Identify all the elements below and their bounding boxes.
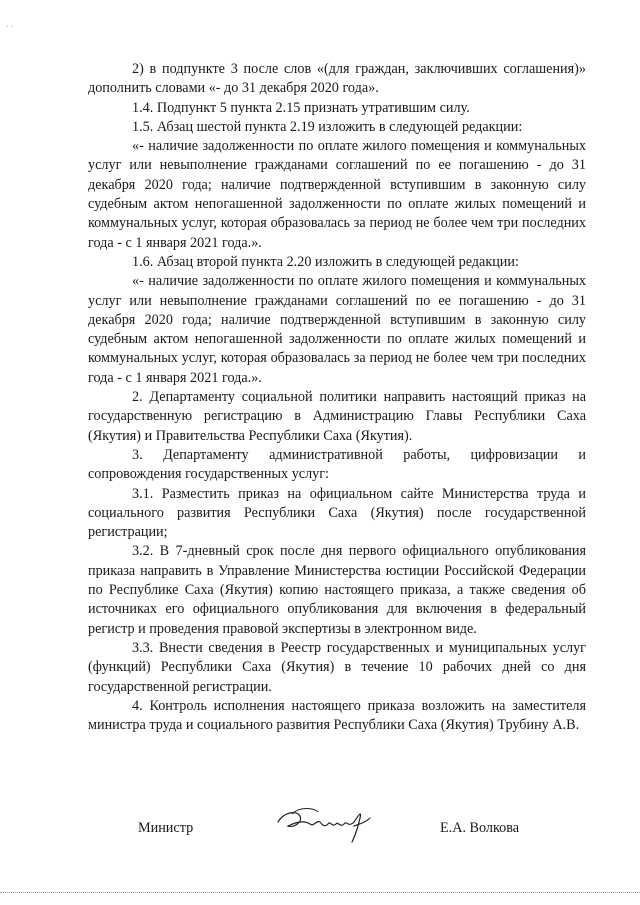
paragraph: 3.3. Внести сведения в Реестр государственных и муниципальных услуг (функций) Республики Саха (Якутия) в течение 10 рабочих дней со дня государственной регистрации.: [88, 639, 586, 695]
paragraph: 2. Департаменту социальной политики направить настоящий приказ на государственную регистрацию в Администрацию Главы Республики Саха (Якутия) и Правительства Республики Саха (Якутия).: [88, 389, 586, 444]
paragraph: 1.6. Абзац второй пункта 2.20 изложить в следующей редакции:: [132, 253, 519, 270]
paragraph: 1.4. Подпункт 5 пункта 2.15 признать утратившим силу.: [132, 99, 470, 116]
paragraph: 3. Департаменту административной работы, цифровизации и сопровождения государственных услуг:: [88, 446, 586, 483]
paragraph: «- наличие задолженности по оплате жилого помещения и коммунальных услуг или невыполнение гражданами соглашений по ее погашению - до 31 декабря 2020 года; наличие подтвержденной вступившим в законную силу судебным актом непогашенной задолженности по оплате жилых помещений и коммунальных услуг, которая образовалась за период не более чем три последних года - с 1 января 2021 года.».: [88, 273, 586, 386]
paragraph: «- наличие задолженности по оплате жилого помещения и коммунальных услуг или невыполнение гражданами соглашений по ее погашению - до 31 декабря 2020 года; наличие подтвержденной вступившим в законную силу судебным актом непогашенной задолженности по оплате жилых помещений и коммунальных услуг, которая образовалась за период не более чем три последних года - с 1 января 2021 года.».: [88, 138, 586, 251]
signature-block: [0, 812, 640, 852]
paragraph: 3.2. В 7-дневный срок после дня первого официального опубликования приказа направить в Управление Министерства юстиции Российской Федерации по Республике Саха (Якутия) копию настоящего приказа, а также сведения об источниках его официального опубликования для включения в федеральный регистр и проведения правовой экспертизы в электронном виде.: [88, 543, 586, 637]
handwritten-signature: [270, 802, 380, 848]
paragraph: 2) в подпункте 3 после слов «(для граждан, заключивших соглашения)» дополнить словами «- до 31 декабря 2020 года».: [88, 61, 586, 97]
paragraph: 4. Контроль исполнения настоящего приказа возложить на заместителя министра труда и социального развития Республики Саха (Якутия) Трубину А.В.: [88, 697, 586, 734]
paragraph: 3.1. Разместить приказ на официальном сайте Министерства труда и социального развития Республики Саха (Якутия) после государственной регистрации;: [88, 485, 586, 541]
signatory-title: Министр: [138, 820, 194, 836]
page-bottom-divider: [0, 892, 640, 894]
signatory-name: Е.А. Волкова: [440, 820, 520, 836]
corner-mark: · ·: [6, 22, 14, 31]
document-body: [88, 60, 586, 735]
paragraph: 1.5. Абзац шестой пункта 2.19 изложить в следующей редакции:: [132, 118, 523, 135]
